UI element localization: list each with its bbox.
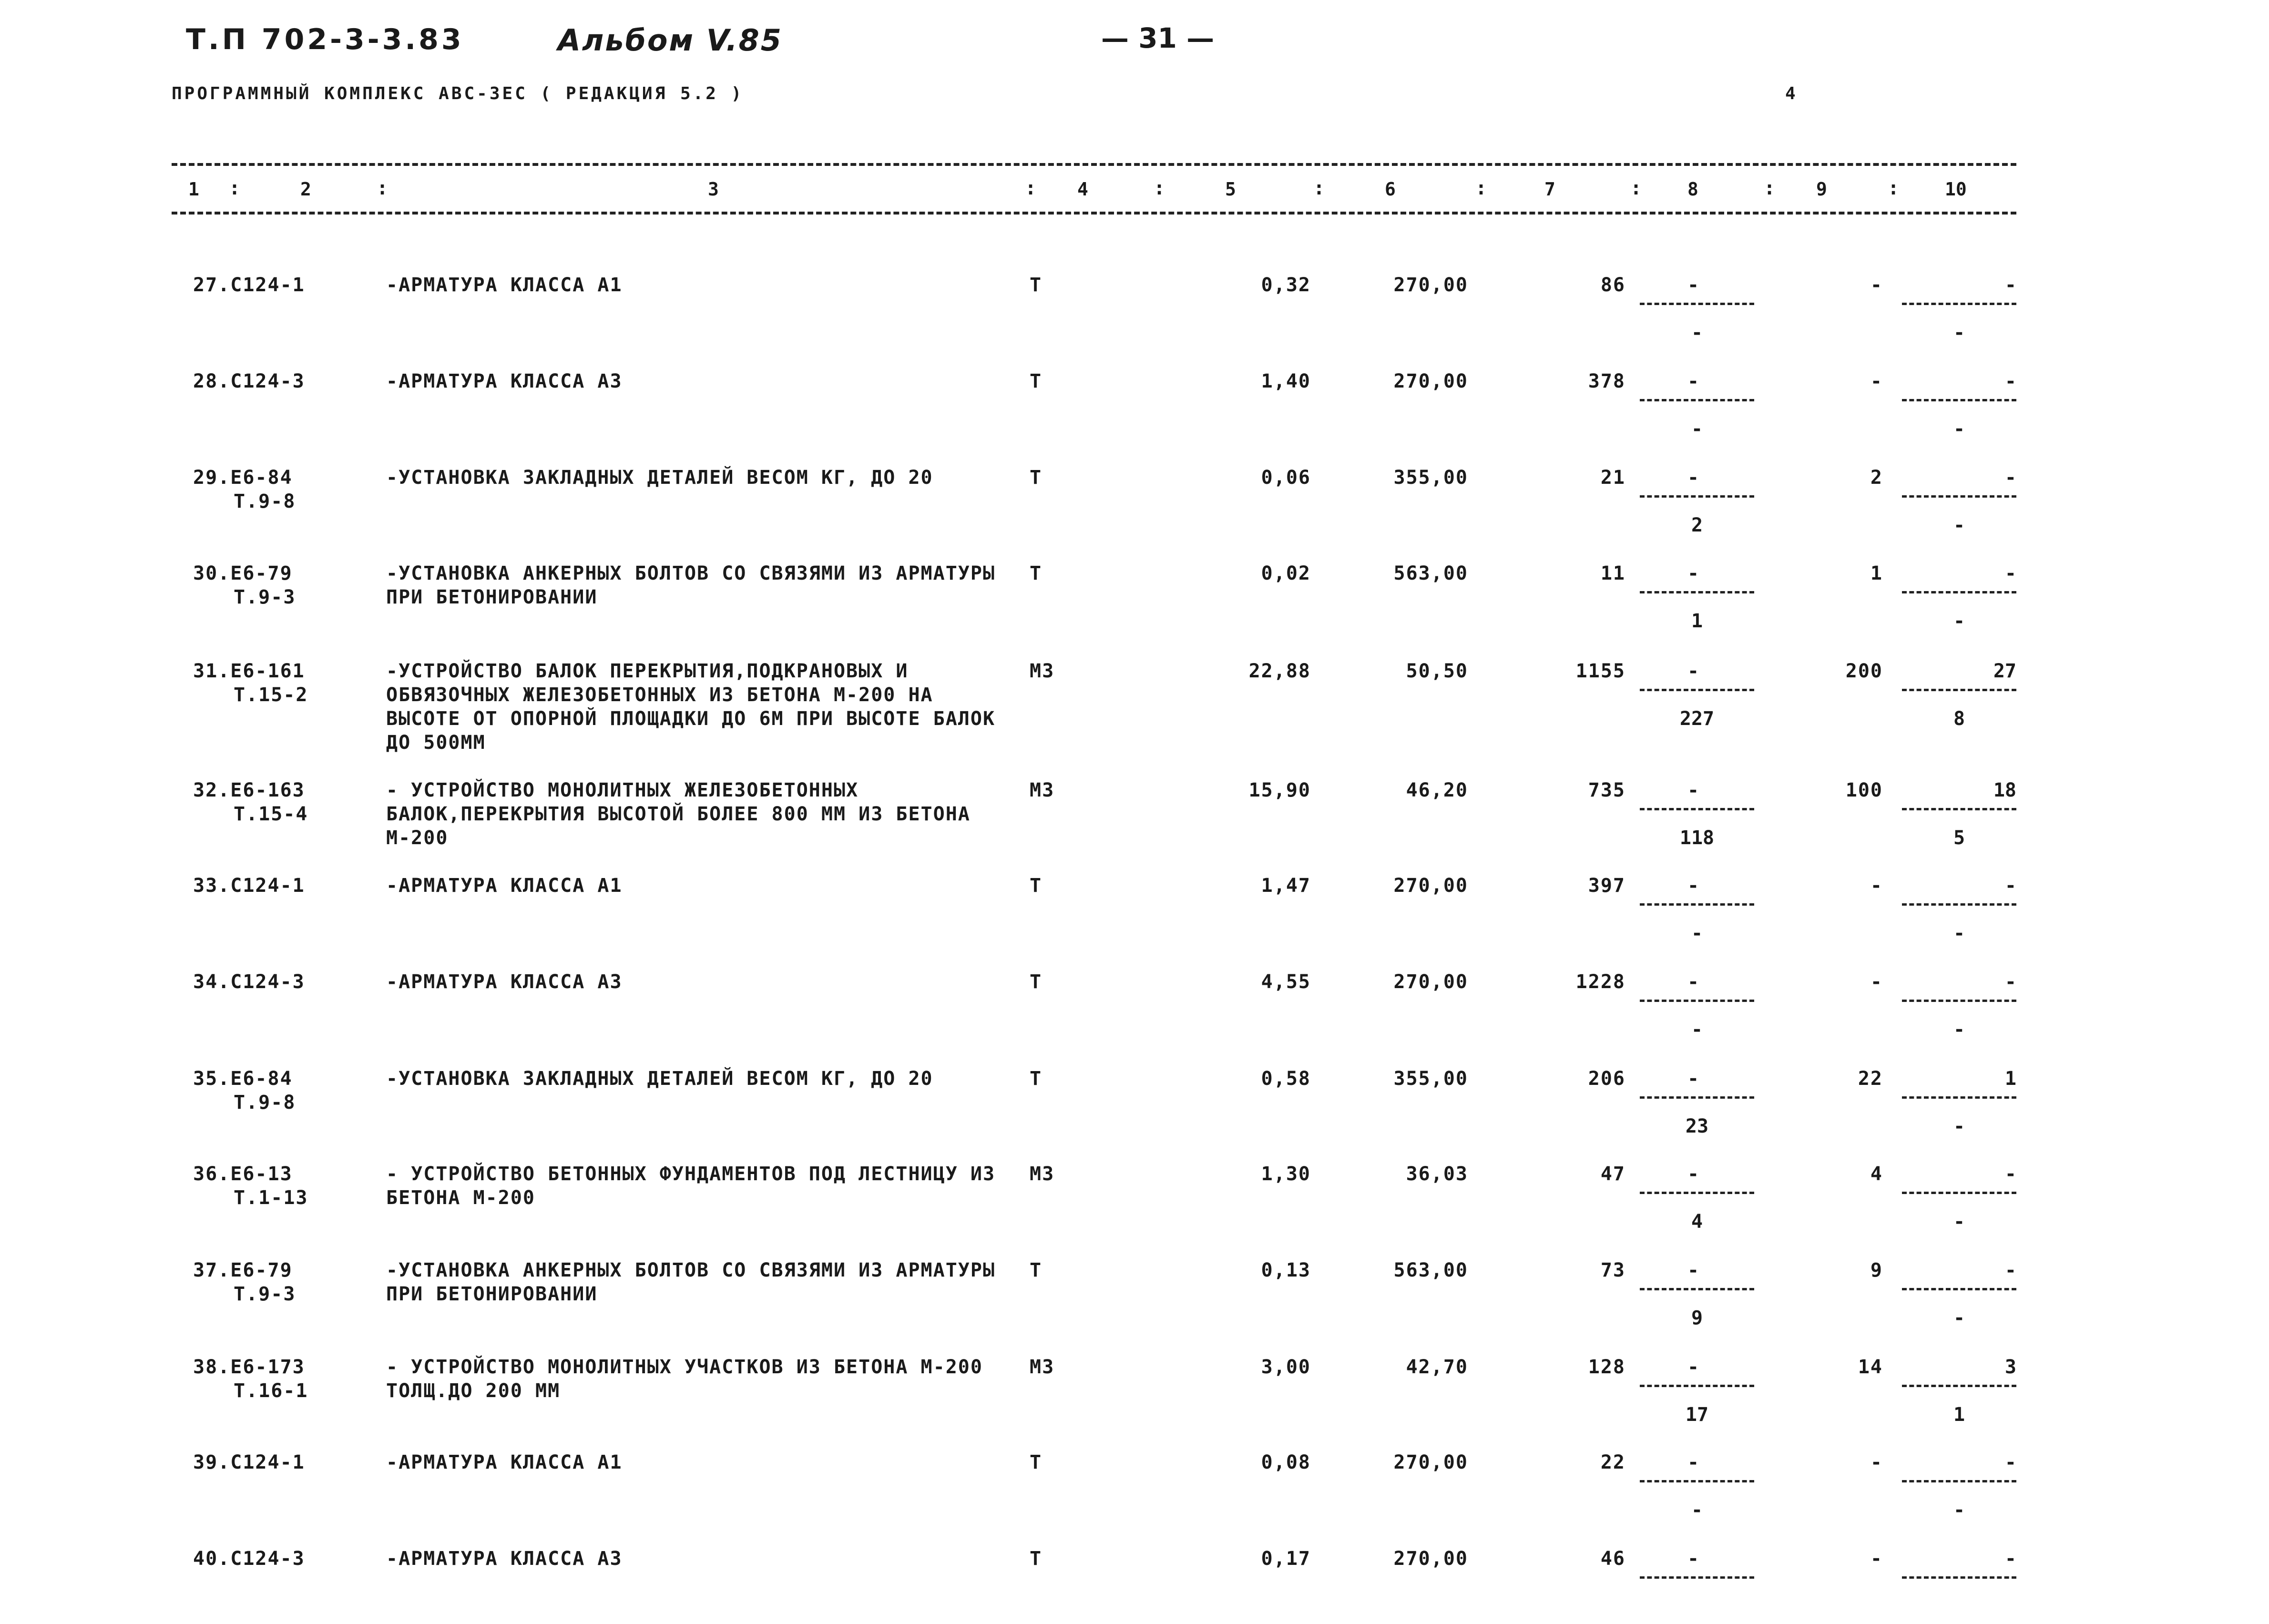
column-number-6: 6 <box>1385 179 1396 200</box>
page-number: — 31 — <box>1101 22 1215 54</box>
code-line-1: 27.С124-1 <box>193 274 305 296</box>
code-line-2: Т.1-13 <box>234 1187 308 1209</box>
table-cell-price: 355,00 <box>1393 467 1468 489</box>
column-separator: : <box>1313 177 1325 199</box>
table-cell-price: 270,00 <box>1393 274 1468 296</box>
table-cell-price: 270,00 <box>1393 971 1468 993</box>
table-cell-unit: Т <box>1030 467 1043 489</box>
col8-bottom: 1 <box>1691 610 1703 632</box>
col10-top: - <box>2004 1548 2016 1570</box>
col8-bottom <box>1640 1594 1754 1618</box>
table-cell-name: -АРМАТУРА КЛАССА А3 <box>386 370 623 392</box>
table-cell-name: -УСТАНОВКА ЗАКЛАДНЫХ ДЕТАЛЕЙ ВЕСОМ КГ, ДО 20 <box>386 1068 933 1090</box>
col8-top: - <box>1687 274 1699 296</box>
col8-bottom: - <box>1691 418 1703 440</box>
col10-bottom: - <box>1953 514 1965 536</box>
table-cell-name: -УСТАНОВКА ЗАКЛАДНЫХ ДЕТАЛЕЙ ВЕСОМ КГ, ДО 20 <box>386 467 933 489</box>
code-line-1: 40.С124-3 <box>193 1548 305 1570</box>
col8-divider <box>1640 1480 1754 1482</box>
col8-divider <box>1640 399 1754 401</box>
table-cell-quantity: 1,40 <box>1261 370 1311 392</box>
table-cell-col9: - <box>1870 1451 1883 1473</box>
col10-divider <box>1902 903 2016 906</box>
col8-top: - <box>1687 467 1699 489</box>
table-cell-total: 73 <box>1600 1259 1625 1281</box>
table-cell-name: - УСТРОЙСТВО МОНОЛИТНЫХ ЖЕЛЕЗОБЕТОННЫХ БАЛОК,ПЕРЕКРЫТИЯ ВЫСОТОЙ БОЛЕЕ 800 ММ ИЗ БЕТОНА М-200 <box>386 779 971 849</box>
col8-divider <box>1640 903 1754 906</box>
table-cell-unit: Т <box>1030 1068 1043 1090</box>
table-cell-price: 42,70 <box>1406 1356 1468 1378</box>
col8-top: - <box>1687 370 1699 392</box>
col8-top: - <box>1687 1451 1699 1473</box>
code-line-1: 30.Е6-79 <box>193 562 293 584</box>
col8-top: - <box>1687 1068 1699 1090</box>
table-cell-name: -АРМАТУРА КЛАССА А1 <box>386 875 623 897</box>
table-cell-total: 11 <box>1600 562 1625 584</box>
col10-bottom: - <box>1953 922 1965 944</box>
col8-bottom: 4 <box>1691 1211 1703 1233</box>
table-cell-total: 1228 <box>1575 971 1625 993</box>
code-line-1: 38.Е6-173 <box>193 1356 305 1378</box>
table-cell-quantity: 0,08 <box>1261 1451 1311 1473</box>
code-line-2: Т.15-4 <box>234 803 308 825</box>
column-number-9: 9 <box>1816 179 1827 200</box>
table-cell-col9: 200 <box>1845 660 1883 682</box>
col8-top: - <box>1687 660 1699 682</box>
table-cell-total: 46 <box>1600 1548 1625 1570</box>
table-cell-quantity: 22,88 <box>1248 660 1311 682</box>
col10-bottom: 8 <box>1953 708 1965 730</box>
table-cell-quantity: 0,13 <box>1261 1259 1311 1281</box>
table-cell-quantity: 0,58 <box>1261 1068 1311 1090</box>
table-cell-price: 50,50 <box>1406 660 1468 682</box>
sheet-number: 4 <box>1785 84 1796 103</box>
col10-top: 18 <box>1993 779 2016 801</box>
col10-top: - <box>2004 1451 2016 1473</box>
col8-bottom: 118 <box>1679 827 1715 849</box>
table-cell-code <box>193 1067 350 1114</box>
table-cell-unit: М3 <box>1030 660 1055 682</box>
table-cell-code <box>193 970 350 994</box>
column-separator: : <box>1154 177 1165 199</box>
table-cell-quantity: 0,02 <box>1261 562 1311 584</box>
col10-divider <box>1902 1385 2016 1387</box>
column-separator: : <box>1630 177 1642 199</box>
column-separator: : <box>1025 177 1037 199</box>
col8-bottom: - <box>1691 1499 1703 1521</box>
table-cell-unit: Т <box>1030 875 1043 897</box>
col8-top: - <box>1687 1356 1699 1378</box>
table-cell-code <box>193 874 350 898</box>
col8-divider <box>1640 808 1754 810</box>
col10-divider <box>1902 689 2016 691</box>
col8-divider <box>1640 1576 1754 1579</box>
table-cell-col9: 22 <box>1858 1068 1883 1090</box>
col8-bottom: - <box>1691 922 1703 944</box>
table-cell-code <box>193 1450 350 1474</box>
code-line-1: 34.С124-3 <box>193 971 305 993</box>
table-cell-quantity: 0,32 <box>1261 274 1311 296</box>
table-cell-col9: 2 <box>1870 467 1883 489</box>
code-line-1: 31.Е6-161 <box>193 660 305 682</box>
table-cell-name: -АРМАТУРА КЛАССА А3 <box>386 971 623 993</box>
column-number-3: 3 <box>708 179 719 200</box>
table-cell-price: 270,00 <box>1393 370 1468 392</box>
table-cell-name: - УСТРОЙСТВО БЕТОННЫХ ФУНДАМЕНТОВ ПОД ЛЕСТНИЦУ ИЗ БЕТОНА М-200 <box>386 1163 996 1209</box>
column-separator: : <box>1764 177 1776 199</box>
table-cell-price: 270,00 <box>1393 875 1468 897</box>
table-cell-unit: М3 <box>1030 1163 1055 1185</box>
table-cell-total: 21 <box>1600 467 1625 489</box>
table-cell-price: 563,00 <box>1393 1259 1468 1281</box>
code-line-1: 37.Е6-79 <box>193 1259 293 1281</box>
table-cell-col9: 14 <box>1858 1356 1883 1378</box>
col10-divider <box>1902 1192 2016 1194</box>
col8-top: - <box>1687 562 1699 584</box>
col8-top: - <box>1687 1259 1699 1281</box>
col8-divider <box>1640 495 1754 498</box>
code-line-2: Т.16-1 <box>234 1380 308 1402</box>
column-number-5: 5 <box>1225 179 1236 200</box>
col10-top: - <box>2004 467 2016 489</box>
table-cell-unit: Т <box>1030 274 1043 296</box>
col10-divider <box>1902 1000 2016 1002</box>
table-cell-code <box>193 1258 350 1306</box>
column-number-1: 1 <box>188 179 199 200</box>
table-cell-total: 128 <box>1588 1356 1625 1378</box>
table-cell-price: 355,00 <box>1393 1068 1468 1090</box>
col10-bottom <box>1902 1594 2016 1618</box>
table-cell-quantity: 0,06 <box>1261 467 1311 489</box>
column-number-4: 4 <box>1077 179 1088 200</box>
table-cell-quantity: 1,30 <box>1261 1163 1311 1185</box>
col10-top: - <box>2004 274 2016 296</box>
table-cell-unit: М3 <box>1030 779 1055 801</box>
table-cell-code <box>193 1355 350 1403</box>
col10-bottom: - <box>1953 418 1965 440</box>
col8-divider <box>1640 689 1754 691</box>
code-line-1: 36.Е6-13 <box>193 1163 293 1185</box>
col10-divider <box>1902 399 2016 401</box>
col10-bottom: - <box>1953 322 1965 344</box>
table-cell-price: 270,00 <box>1393 1451 1468 1473</box>
table-cell-unit: Т <box>1030 562 1043 584</box>
col10-top: - <box>2004 1163 2016 1185</box>
col8-top: - <box>1687 875 1699 897</box>
table-cell-code <box>193 1547 350 1571</box>
table-cell-price: 46,20 <box>1406 779 1468 801</box>
table-cell-code <box>193 369 350 393</box>
album-title: Альбом V.85 <box>558 23 783 58</box>
col8-bottom: 9 <box>1691 1307 1703 1329</box>
col10-divider <box>1902 1288 2016 1290</box>
col8-divider <box>1640 1385 1754 1387</box>
table-cell-col9: - <box>1870 370 1883 392</box>
code-line-1: 32.Е6-163 <box>193 779 305 801</box>
col10-bottom: 5 <box>1953 827 1965 849</box>
column-separator: : <box>1888 177 1900 199</box>
column-number-7: 7 <box>1544 179 1555 200</box>
col8-divider <box>1640 1192 1754 1194</box>
col10-divider <box>1902 1480 2016 1482</box>
col8-bottom: - <box>1691 322 1703 344</box>
table-cell-quantity: 4,55 <box>1261 971 1311 993</box>
column-separator: : <box>377 177 388 199</box>
table-cell-unit: Т <box>1030 971 1043 993</box>
table-cell-col9: - <box>1870 875 1883 897</box>
table-cell-name: -УСТАНОВКА АНКЕРНЫХ БОЛТОВ СО СВЯЗЯМИ ИЗ АРМАТУРЫ ПРИ БЕТОНИРОВАНИИ <box>386 562 996 608</box>
table-cell-code <box>193 273 350 297</box>
table-cell-code <box>193 562 350 609</box>
col10-top: - <box>2004 875 2016 897</box>
table-cell-unit: М3 <box>1030 1356 1055 1378</box>
col8-divider <box>1640 1000 1754 1002</box>
table-cell-quantity: 15,90 <box>1248 779 1311 801</box>
table-cell-col9: 9 <box>1870 1259 1883 1281</box>
col8-divider <box>1640 303 1754 305</box>
col8-divider <box>1640 1288 1754 1290</box>
table-cell-name: -УСТРОЙСТВО БАЛОК ПЕРЕКРЫТИЯ,ПОДКРАНОВЫХ И ОБВЯЗОЧНЫХ ЖЕЛЕЗОБЕТОННЫХ ИЗ БЕТОНА М-200 НА ВЫСОТЕ ОТ ОПОРНОЙ ПЛОЩАДКИ ДО 6М ПРИ ВЫСОТЕ БАЛОК ДО 500ММ <box>386 660 996 754</box>
table-cell-name: - УСТРОЙСТВО МОНОЛИТНЫХ УЧАСТКОВ ИЗ БЕТОНА М-200 ТОЛЩ.ДО 200 ММ <box>386 1356 983 1402</box>
code-line-1: 39.С124-1 <box>193 1451 305 1473</box>
table-cell-unit: Т <box>1030 1259 1043 1281</box>
code-line-1: 29.Е6-84 <box>193 467 293 489</box>
table-cell-col9: 4 <box>1870 1163 1883 1185</box>
code-line-1: 35.Е6-84 <box>193 1068 293 1090</box>
table-cell-code <box>193 778 350 826</box>
col10-top: - <box>2004 971 2016 993</box>
table-cell-price: 270,00 <box>1393 1548 1468 1570</box>
table-cell-total: 1155 <box>1575 660 1625 682</box>
table-cell-total: 735 <box>1588 779 1625 801</box>
col10-divider <box>1902 808 2016 810</box>
col10-bottom: - <box>1953 1115 1965 1137</box>
table-cell-price: 563,00 <box>1393 562 1468 584</box>
table-cell-col9: - <box>1870 971 1883 993</box>
table-cell-unit: Т <box>1030 370 1043 392</box>
table-cell-unit: Т <box>1030 1451 1043 1473</box>
table-cell-name: -АРМАТУРА КЛАССА А1 <box>386 274 623 296</box>
table-cell-code <box>193 659 350 707</box>
table-cell-quantity: 1,47 <box>1261 875 1311 897</box>
column-separator: : <box>229 177 241 199</box>
table-cell-name: -АРМАТУРА КЛАССА А3 <box>386 1548 623 1570</box>
col10-top: 1 <box>2004 1068 2016 1090</box>
table-cell-total: 397 <box>1588 875 1625 897</box>
col8-top: - <box>1687 1548 1699 1570</box>
col10-bottom: - <box>1953 1019 1965 1041</box>
col8-bottom: - <box>1691 1019 1703 1041</box>
code-line-1: 33.С124-1 <box>193 875 305 897</box>
col10-top: 3 <box>2004 1356 2016 1378</box>
column-number-2: 2 <box>300 179 311 200</box>
table-cell-col9: 1 <box>1870 562 1883 584</box>
col10-bottom: - <box>1953 610 1965 632</box>
table-cell-col9: - <box>1870 274 1883 296</box>
col8-bottom: 23 <box>1685 1115 1709 1137</box>
col8-top: - <box>1687 1163 1699 1185</box>
table-cell-col9: 100 <box>1845 779 1883 801</box>
code-line-2: Т.9-3 <box>234 586 296 608</box>
col8-bottom: 17 <box>1685 1404 1709 1426</box>
col10-bottom: 1 <box>1953 1404 1965 1426</box>
table-cell-total: 206 <box>1588 1068 1625 1090</box>
table-cell-total: 86 <box>1600 274 1625 296</box>
column-number-8: 8 <box>1687 179 1698 200</box>
column-separator: : <box>1475 177 1487 199</box>
col10-divider <box>1902 495 2016 498</box>
col8-bottom: 227 <box>1679 708 1715 730</box>
table-cell-quantity: 3,00 <box>1261 1356 1311 1378</box>
table-cell-name: -УСТАНОВКА АНКЕРНЫХ БОЛТОВ СО СВЯЗЯМИ ИЗ АРМАТУРЫ ПРИ БЕТОНИРОВАНИИ <box>386 1259 996 1305</box>
table-cell-name: -АРМАТУРА КЛАССА А1 <box>386 1451 623 1473</box>
code-line-1: 28.С124-3 <box>193 370 305 392</box>
table-cell-col9: - <box>1870 1548 1883 1570</box>
code-line-2: Т.15-2 <box>234 684 308 706</box>
col8-divider <box>1640 1096 1754 1099</box>
col10-top: 27 <box>1993 660 2016 682</box>
table-header-rule <box>172 212 2016 214</box>
col8-bottom: 2 <box>1691 514 1703 536</box>
table-cell-code <box>193 1162 350 1210</box>
col10-bottom: - <box>1953 1211 1965 1233</box>
col10-divider <box>1902 1096 2016 1099</box>
col10-divider <box>1902 591 2016 593</box>
program-title: ПРОГРАММНЫЙ КОМПЛЕКС АВС-3ЕС ( РЕДАКЦИЯ 5.2 ) <box>172 84 744 103</box>
table-cell-total: 378 <box>1588 370 1625 392</box>
code-line-2: Т.9-8 <box>234 490 296 512</box>
col10-bottom: - <box>1953 1307 1965 1329</box>
table-cell-total: 22 <box>1600 1451 1625 1473</box>
table-cell-code <box>193 466 350 513</box>
code-line-2: Т.9-8 <box>234 1092 296 1113</box>
table-cell-total: 47 <box>1600 1163 1625 1185</box>
col10-divider <box>1902 1576 2016 1579</box>
col10-divider <box>1902 303 2016 305</box>
column-number-10: 10 <box>1945 179 1967 200</box>
col8-top: - <box>1687 779 1699 801</box>
project-code: Т.П 702-3-3.83 <box>186 23 464 56</box>
col10-top: - <box>2004 370 2016 392</box>
code-line-2: Т.9-3 <box>234 1283 296 1305</box>
col10-top: - <box>2004 562 2016 584</box>
col10-top: - <box>2004 1259 2016 1281</box>
table-cell-price: 36,03 <box>1406 1163 1468 1185</box>
col8-top: - <box>1687 971 1699 993</box>
col10-bottom: - <box>1953 1499 1965 1521</box>
col8-divider <box>1640 591 1754 593</box>
table-cell-unit: Т <box>1030 1548 1043 1570</box>
table-cell-quantity: 0,17 <box>1261 1548 1311 1570</box>
table-top-rule <box>172 163 2016 166</box>
